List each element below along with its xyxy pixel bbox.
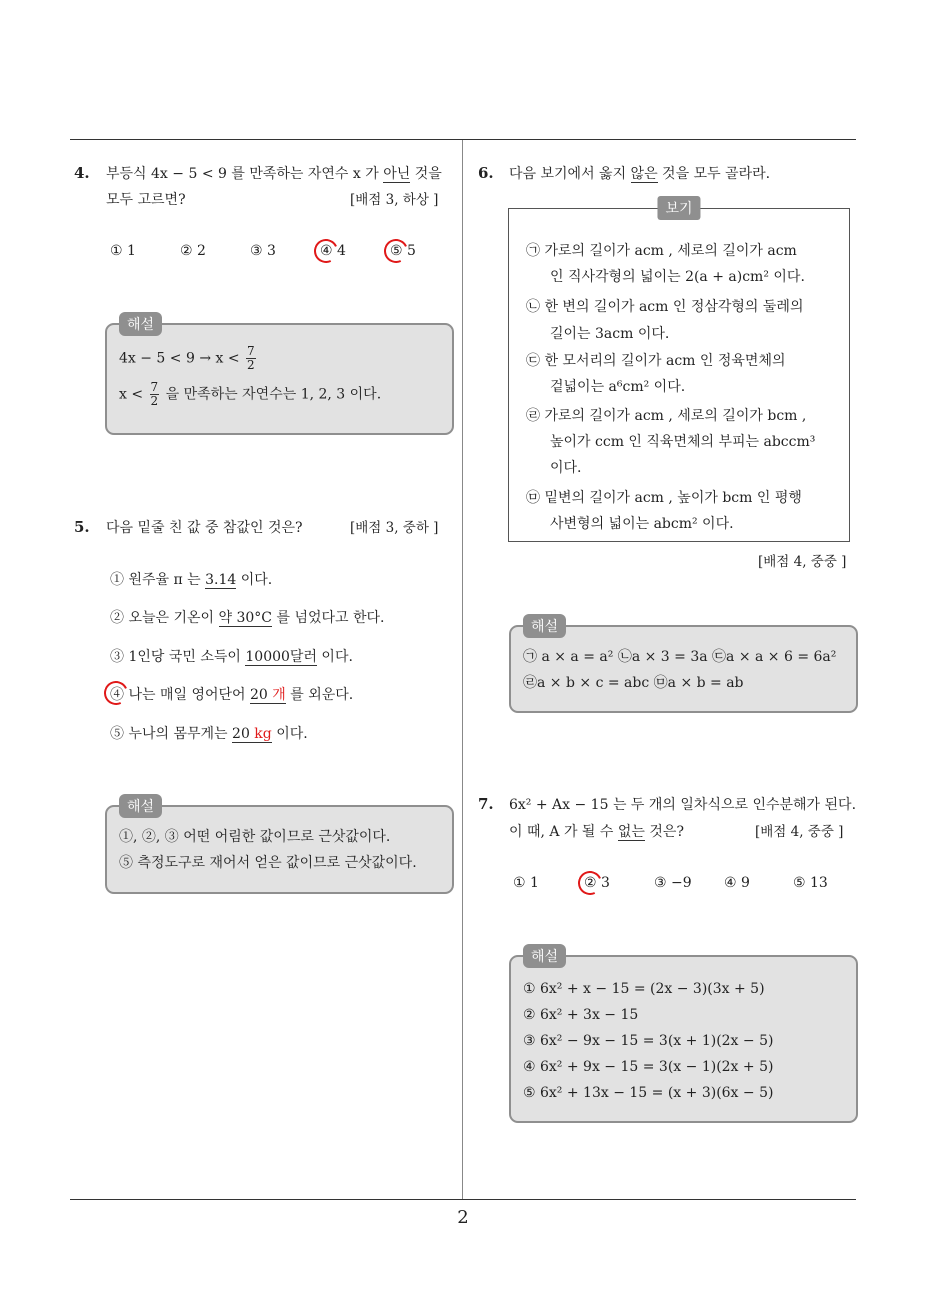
question-4: [74, 164, 90, 182]
question-number: 4.: [74, 164, 90, 182]
q7-choice-3[interactable]: ③ −9: [654, 875, 692, 891]
fraction: $\frac{7}{2}$: [150, 380, 159, 408]
solution-line: x < $\frac{7}{2}$ 을 만족하는 자연수는 1, 2, 3 이다.: [119, 380, 382, 408]
question-6: [478, 164, 494, 182]
bottom-rule: [70, 1199, 856, 1200]
solution-line: ⑤ 6x² + 13x − 15 = (x + 3)(6x − 5): [523, 1085, 774, 1101]
column-divider: [462, 140, 463, 1200]
q4-choice-5[interactable]: ⑤ 5: [390, 243, 416, 259]
question-5: [74, 518, 90, 536]
solution-tag: 해설: [119, 794, 162, 818]
solution-line: ㉣a × b × c = abc ㉤a × b = ab: [523, 675, 744, 691]
q5-choice-5[interactable]: ⑤ 누나의 몸무게는 20 kg 이다.: [110, 726, 308, 742]
q5-choice-3[interactable]: ③ 1인당 국민 소득이 10000달러 이다.: [110, 649, 353, 665]
question-7: [478, 795, 494, 813]
solution-line: ④ 6x² + 9x − 15 = 3(x − 1)(2x + 5): [523, 1059, 774, 1075]
solution-line: ㉠ a × a = a² ㉡a × 3 = 3a ㉢a × a × 6 = 6a²: [523, 649, 837, 665]
bogi-item-1-cont: 인 직사각형의 넓이는 2(a + a)cm² 이다.: [550, 269, 805, 285]
bogi-item-3-cont: 겉넓이는 a⁶cm² 이다.: [550, 379, 686, 395]
solution-tag: 해설: [523, 614, 566, 638]
bogi-item-5-cont: 사변형의 넓이는 abcm² 이다.: [550, 516, 734, 532]
q4-solution-box: [105, 317, 454, 435]
q5-solution-box: [105, 799, 454, 894]
solution-tag: 해설: [523, 944, 566, 968]
question-number: 6.: [478, 164, 494, 182]
bogi-item-2: ㉡ 한 변의 길이가 acm 인 정삼각형의 둘레의: [526, 299, 804, 315]
question-6-meta: [배점 4, 중중 ]: [758, 554, 847, 570]
question-4-stem-line2: 모두 고르면?: [106, 192, 186, 208]
q7-choice-4[interactable]: ④ 9: [724, 875, 750, 891]
page-number: 2: [457, 1207, 469, 1228]
q5-choice-2[interactable]: ② 오늘은 기온이 약 30°C 를 넘었다고 한다.: [110, 610, 385, 626]
solution-line: ① 6x² + x − 15 = (2x − 3)(3x + 5): [523, 981, 765, 997]
q7-choice-5[interactable]: ⑤ 13: [793, 875, 828, 891]
q7-choice-1[interactable]: ① 1: [513, 875, 539, 891]
question-7-meta: [배점 4, 중중 ]: [755, 824, 844, 840]
q4-choice-4[interactable]: ④ 4: [320, 243, 346, 259]
q6-solution-box: [509, 619, 858, 713]
question-6-stem: 다음 보기에서 옳지 않은 것을 모두 골라라.: [509, 166, 771, 182]
answer-mark-circle: [311, 236, 342, 267]
fraction: $\frac{7}{2}$: [247, 344, 255, 372]
solution-line: ② 6x² + 3x − 15: [523, 1007, 639, 1023]
question-4-meta: [배점 3, 하상 ]: [350, 192, 439, 208]
bogi-item-4: ㉣ 가로의 길이가 acm , 세로의 길이가 bcm ,: [526, 408, 807, 424]
top-rule: [70, 139, 856, 140]
question-5-meta: [배점 3, 중하 ]: [350, 520, 439, 536]
solution-line: ①, ②, ③ 어떤 어림한 값이므로 근삿값이다.: [119, 829, 391, 845]
bogi-item-4-cont2: 이다.: [550, 460, 582, 476]
q7-solution-box: [509, 949, 858, 1123]
bogi-item-1: ㉠ 가로의 길이가 acm , 세로의 길이가 acm: [526, 243, 797, 259]
answer-mark-circle: [575, 868, 606, 899]
bogi-item-4-cont: 높이가 ccm 인 직육면체의 부피는 abccm³: [550, 434, 816, 450]
bogi-tag: 보기: [657, 196, 700, 220]
q4-choice-2[interactable]: ② 2: [180, 243, 206, 259]
question-5-stem: 다음 밑줄 친 값 중 참값인 것은?: [106, 520, 303, 536]
question-number: 7.: [478, 795, 494, 813]
question-7-stem-line2: 이 때, A 가 될 수 없는 것은?: [509, 824, 684, 840]
underlined-word: 아닌: [383, 166, 411, 182]
q7-choice-2[interactable]: ② 3: [584, 875, 610, 891]
q5-choice-1[interactable]: ① 원주율 π 는 3.14 이다.: [110, 572, 273, 588]
question-4-stem-line1: 부등식 4x − 5 < 9 를 만족하는 자연수 x 가 아닌 것을: [106, 166, 442, 182]
solution-line: ③ 6x² − 9x − 15 = 3(x + 1)(2x − 5): [523, 1033, 774, 1049]
answer-mark-circle: [381, 236, 412, 267]
bogi-item-2-cont: 길이는 3acm 이다.: [550, 326, 670, 342]
bogi-item-5: ㉤ 밑변의 길이가 acm , 높이가 bcm 인 평행: [526, 490, 802, 506]
solution-line: ⑤ 측정도구로 재어서 얻은 값이므로 근삿값이다.: [119, 855, 417, 871]
q4-choice-1[interactable]: ① 1: [110, 243, 136, 259]
question-7-stem-line1: 6x² + Ax − 15 는 두 개의 일차식으로 인수분해가 된다.: [509, 797, 857, 813]
solution-tag: 해설: [119, 312, 162, 336]
bogi-item-3: ㉢ 한 모서리의 길이가 acm 인 정육면체의: [526, 353, 786, 369]
question-number: 5.: [74, 518, 90, 536]
solution-line: 4x − 5 < 9 → x < $\frac{7}{2}$: [119, 344, 255, 372]
bogi-box: [508, 201, 850, 542]
q5-choice-4[interactable]: ④ 나는 매일 영어단어 20 개 를 외운다.: [110, 687, 354, 703]
q4-choice-3[interactable]: ③ 3: [250, 243, 276, 259]
